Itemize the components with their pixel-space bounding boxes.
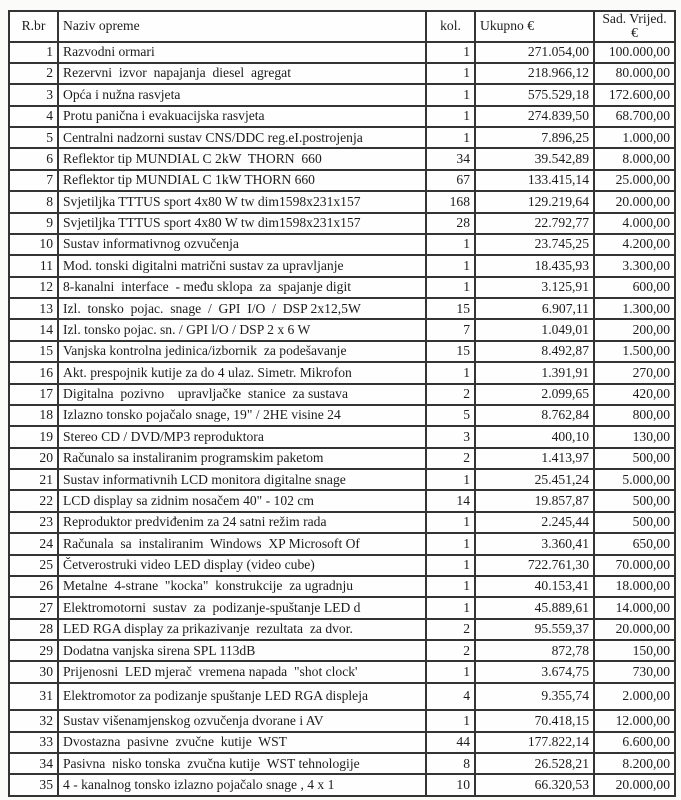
- cell-row-number: 35: [9, 774, 58, 796]
- cell-total-eur: 70.418,15: [475, 710, 594, 731]
- cell-row-number: 19: [9, 426, 58, 447]
- cell-quantity: 1: [426, 255, 475, 276]
- cell-quantity: 5: [426, 405, 475, 426]
- cell-current-value-eur: 1.300,00: [594, 298, 675, 319]
- table-row: [9, 170, 675, 191]
- cell-quantity: 2: [426, 640, 475, 661]
- cell-row-number: 4: [9, 106, 58, 127]
- cell-quantity: 1: [426, 277, 475, 298]
- table-row: [9, 255, 675, 276]
- cell-total-eur: 39.542,89: [475, 148, 594, 169]
- cell-quantity: 1: [426, 234, 475, 255]
- cell-equipment-name: Metalne 4-strane "kocka" konstrukcije za ugradnju: [58, 576, 426, 597]
- table-row: [9, 191, 675, 212]
- table-row: [9, 384, 675, 405]
- table-row: [9, 127, 675, 148]
- cell-equipment-name: Izlazno tonsko pojačalo snage, 19" / 2HE visine 24: [58, 405, 426, 426]
- cell-equipment-name: Prijenosni LED mjerač vremena napada "shot clock': [58, 661, 426, 682]
- cell-total-eur: 2.099,65: [475, 384, 594, 405]
- cell-total-eur: 1.391,91: [475, 362, 594, 383]
- cell-total-eur: 722.761,30: [475, 555, 594, 576]
- cell-equipment-name: Elektromotorni sustav za podizanje-spuštanje LED d: [58, 597, 426, 618]
- table-row: [9, 533, 675, 554]
- cell-total-eur: 2.245,44: [475, 512, 594, 533]
- cell-quantity: 1: [426, 597, 475, 618]
- cell-row-number: 2: [9, 63, 58, 84]
- table-row: [9, 298, 675, 319]
- cell-row-number: 27: [9, 597, 58, 618]
- cell-quantity: 1: [426, 63, 475, 84]
- cell-quantity: 1: [426, 469, 475, 490]
- cell-current-value-eur: 20.000,00: [594, 774, 675, 796]
- cell-quantity: 7: [426, 319, 475, 340]
- table-row: [9, 732, 675, 753]
- cell-current-value-eur: 600,00: [594, 277, 675, 298]
- cell-equipment-name: Elektromotor za podizanje spuštanje LED RGA displeja: [58, 683, 426, 710]
- cell-quantity: 1: [426, 362, 475, 383]
- cell-total-eur: 22.792,77: [475, 213, 594, 234]
- cell-total-eur: 872,78: [475, 640, 594, 661]
- cell-total-eur: 7.896,25: [475, 127, 594, 148]
- cell-total-eur: 129.219,64: [475, 191, 594, 212]
- cell-equipment-name: Računala sa instaliranim Windows XP Microsoft Of: [58, 533, 426, 554]
- cell-total-eur: 271.054,00: [475, 42, 594, 63]
- cell-quantity: 2: [426, 384, 475, 405]
- table-row: [9, 490, 675, 511]
- table-row: [9, 84, 675, 105]
- cell-current-value-eur: 100.000,00: [594, 42, 675, 63]
- table-header-row: [9, 11, 675, 42]
- cell-quantity: 15: [426, 298, 475, 319]
- cell-row-number: 7: [9, 170, 58, 191]
- cell-current-value-eur: 1.500,00: [594, 341, 675, 362]
- cell-current-value-eur: 200,00: [594, 319, 675, 340]
- cell-equipment-name: Izl. tonsko pojac. snage / GPI I/O / DSP 2x12,5W: [58, 298, 426, 319]
- cell-total-eur: 3.674,75: [475, 661, 594, 682]
- table-row: [9, 448, 675, 469]
- cell-total-eur: 1.413,97: [475, 448, 594, 469]
- cell-quantity: 1: [426, 106, 475, 127]
- cell-current-value-eur: 8.200,00: [594, 753, 675, 774]
- equipment-table: [8, 10, 676, 797]
- cell-current-value-eur: 25.000,00: [594, 170, 675, 191]
- cell-row-number: 16: [9, 362, 58, 383]
- cell-row-number: 12: [9, 277, 58, 298]
- cell-current-value-eur: 4.000,00: [594, 213, 675, 234]
- column-header-ukupno: Ukupno €: [475, 11, 594, 42]
- cell-row-number: 30: [9, 661, 58, 682]
- cell-current-value-eur: 420,00: [594, 384, 675, 405]
- cell-row-number: 6: [9, 148, 58, 169]
- cell-current-value-eur: 500,00: [594, 512, 675, 533]
- table-row: [9, 469, 675, 490]
- cell-current-value-eur: 3.300,00: [594, 255, 675, 276]
- cell-equipment-name: 8-kanalni interface - među sklopa za spajanje digit: [58, 277, 426, 298]
- cell-current-value-eur: 500,00: [594, 490, 675, 511]
- cell-current-value-eur: 8.000,00: [594, 148, 675, 169]
- cell-equipment-name: Izl. tonsko pojac. sn. / GPI l/O / DSP 2 x 6 W: [58, 319, 426, 340]
- cell-row-number: 14: [9, 319, 58, 340]
- cell-total-eur: 18.435,93: [475, 255, 594, 276]
- cell-current-value-eur: 70.000,00: [594, 555, 675, 576]
- cell-total-eur: 3.125,91: [475, 277, 594, 298]
- cell-current-value-eur: 80.000,00: [594, 63, 675, 84]
- cell-current-value-eur: 150,00: [594, 640, 675, 661]
- cell-row-number: 34: [9, 753, 58, 774]
- cell-quantity: 1: [426, 127, 475, 148]
- cell-equipment-name: Protu panična i evakuacijska rasvjeta: [58, 106, 426, 127]
- cell-row-number: 17: [9, 384, 58, 405]
- table-row: [9, 362, 675, 383]
- cell-equipment-name: LED RGA display za prikazivanje rezultata za dvor.: [58, 619, 426, 640]
- cell-row-number: 22: [9, 490, 58, 511]
- cell-row-number: 3: [9, 84, 58, 105]
- cell-total-eur: 8.762,84: [475, 405, 594, 426]
- cell-total-eur: 133.415,14: [475, 170, 594, 191]
- table-row: [9, 277, 675, 298]
- cell-row-number: 18: [9, 405, 58, 426]
- cell-total-eur: 23.745,25: [475, 234, 594, 255]
- cell-total-eur: 25.451,24: [475, 469, 594, 490]
- cell-equipment-name: Reproduktor predviđenim za 24 satni režim rada: [58, 512, 426, 533]
- cell-current-value-eur: 800,00: [594, 405, 675, 426]
- cell-row-number: 1: [9, 42, 58, 63]
- cell-quantity: 1: [426, 512, 475, 533]
- cell-equipment-name: Centralni nadzorni sustav CNS/DDC reg.eI.postrojenja: [58, 127, 426, 148]
- cell-quantity: 1: [426, 84, 475, 105]
- cell-row-number: 13: [9, 298, 58, 319]
- cell-total-eur: 8.492,87: [475, 341, 594, 362]
- cell-quantity: 168: [426, 191, 475, 212]
- table-row: [9, 753, 675, 774]
- cell-row-number: 32: [9, 710, 58, 731]
- cell-equipment-name: Opća i nužna rasvjeta: [58, 84, 426, 105]
- cell-equipment-name: Mod. tonski digitalni matrični sustav za upravljanje: [58, 255, 426, 276]
- cell-equipment-name: Sustav višenamjenskog ozvučenja dvorane i AV: [58, 710, 426, 731]
- cell-total-eur: 400,10: [475, 426, 594, 447]
- cell-quantity: 2: [426, 448, 475, 469]
- cell-row-number: 31: [9, 683, 58, 710]
- cell-current-value-eur: 650,00: [594, 533, 675, 554]
- table-row: [9, 63, 675, 84]
- cell-quantity: 3: [426, 426, 475, 447]
- cell-total-eur: 575.529,18: [475, 84, 594, 105]
- column-header-sad: Sad. Vrijed. €: [594, 11, 675, 42]
- cell-equipment-name: Digitalna pozivno upravljačke stanice za sustava: [58, 384, 426, 405]
- cell-equipment-name: Sustav informativnog ozvučenja: [58, 234, 426, 255]
- table-row: [9, 106, 675, 127]
- cell-total-eur: 6.907,11: [475, 298, 594, 319]
- cell-quantity: 28: [426, 213, 475, 234]
- cell-quantity: 1: [426, 533, 475, 554]
- cell-equipment-name: Svjetiljka TTTUS sport 4x80 W tw dim1598x231x157: [58, 213, 426, 234]
- cell-current-value-eur: 20.000,00: [594, 619, 675, 640]
- table-row: [9, 683, 675, 710]
- table-row: [9, 710, 675, 731]
- table-row: [9, 555, 675, 576]
- cell-current-value-eur: 18.000,00: [594, 576, 675, 597]
- cell-row-number: 15: [9, 341, 58, 362]
- cell-quantity: 1: [426, 555, 475, 576]
- cell-current-value-eur: 500,00: [594, 448, 675, 469]
- cell-quantity: 14: [426, 490, 475, 511]
- cell-row-number: 20: [9, 448, 58, 469]
- cell-row-number: 5: [9, 127, 58, 148]
- cell-equipment-name: Dodatna vanjska sirena SPL 113dB: [58, 640, 426, 661]
- table-row: [9, 341, 675, 362]
- cell-row-number: 11: [9, 255, 58, 276]
- table-row: [9, 774, 675, 796]
- cell-equipment-name: 4 - kanalnog tonsko izlazno pojačalo snage , 4 x 1: [58, 774, 426, 796]
- cell-quantity: 1: [426, 576, 475, 597]
- cell-row-number: 24: [9, 533, 58, 554]
- cell-total-eur: 3.360,41: [475, 533, 594, 554]
- table-row: [9, 619, 675, 640]
- table-row: [9, 576, 675, 597]
- table-body: [9, 42, 675, 796]
- cell-quantity: 4: [426, 683, 475, 710]
- cell-row-number: 25: [9, 555, 58, 576]
- cell-current-value-eur: 270,00: [594, 362, 675, 383]
- cell-quantity: 8: [426, 753, 475, 774]
- table-row: [9, 597, 675, 618]
- cell-current-value-eur: 12.000,00: [594, 710, 675, 731]
- cell-total-eur: 40.153,41: [475, 576, 594, 597]
- table-row: [9, 42, 675, 63]
- table-row: [9, 234, 675, 255]
- cell-quantity: 67: [426, 170, 475, 191]
- cell-row-number: 28: [9, 619, 58, 640]
- cell-current-value-eur: 5.000,00: [594, 469, 675, 490]
- cell-current-value-eur: 20.000,00: [594, 191, 675, 212]
- cell-quantity: 44: [426, 732, 475, 753]
- cell-row-number: 10: [9, 234, 58, 255]
- table-row: [9, 426, 675, 447]
- cell-equipment-name: Razvodni ormari: [58, 42, 426, 63]
- cell-equipment-name: Četverostruki video LED display (video cube): [58, 555, 426, 576]
- table-row: [9, 661, 675, 682]
- cell-total-eur: 66.320,53: [475, 774, 594, 796]
- cell-quantity: 2: [426, 619, 475, 640]
- cell-current-value-eur: 1.000,00: [594, 127, 675, 148]
- cell-equipment-name: Svjetiljka TTTUS sport 4x80 W tw dim1598x231x157: [58, 191, 426, 212]
- cell-row-number: 26: [9, 576, 58, 597]
- column-header-kol: kol.: [426, 11, 475, 42]
- table-row: [9, 213, 675, 234]
- column-header-rbr: R.br: [9, 11, 58, 42]
- cell-total-eur: 95.559,37: [475, 619, 594, 640]
- cell-total-eur: 1.049,01: [475, 319, 594, 340]
- table-row: [9, 640, 675, 661]
- cell-row-number: 8: [9, 191, 58, 212]
- cell-equipment-name: Pasivna nisko tonska zvučna kutije WST tehnologije: [58, 753, 426, 774]
- cell-row-number: 9: [9, 213, 58, 234]
- cell-total-eur: 45.889,61: [475, 597, 594, 618]
- cell-quantity: 1: [426, 661, 475, 682]
- cell-equipment-name: Reflektor tip MUNDIAL C 2kW THORN 660: [58, 148, 426, 169]
- cell-current-value-eur: 730,00: [594, 661, 675, 682]
- cell-row-number: 33: [9, 732, 58, 753]
- cell-total-eur: 9.355,74: [475, 683, 594, 710]
- cell-equipment-name: Računalo sa instaliranim programskim paketom: [58, 448, 426, 469]
- cell-row-number: 23: [9, 512, 58, 533]
- cell-equipment-name: Stereo CD / DVD/MP3 reproduktora: [58, 426, 426, 447]
- cell-equipment-name: Sustav informativnih LCD monitora digitalne snage: [58, 469, 426, 490]
- cell-current-value-eur: 130,00: [594, 426, 675, 447]
- cell-equipment-name: Akt. prespojnik kutije za do 4 ulaz. Simetr. Mikrofon: [58, 362, 426, 383]
- cell-total-eur: 26.528,21: [475, 753, 594, 774]
- cell-current-value-eur: 14.000,00: [594, 597, 675, 618]
- column-header-naziv: Naziv opreme: [58, 11, 426, 42]
- cell-total-eur: 274.839,50: [475, 106, 594, 127]
- cell-quantity: 1: [426, 710, 475, 731]
- cell-total-eur: 177.822,14: [475, 732, 594, 753]
- cell-current-value-eur: 6.600,00: [594, 732, 675, 753]
- cell-row-number: 29: [9, 640, 58, 661]
- table-row: [9, 512, 675, 533]
- cell-total-eur: 218.966,12: [475, 63, 594, 84]
- cell-row-number: 21: [9, 469, 58, 490]
- cell-equipment-name: Vanjska kontrolna jedinica/izbornik za podešavanje: [58, 341, 426, 362]
- table-row: [9, 319, 675, 340]
- cell-quantity: 15: [426, 341, 475, 362]
- cell-equipment-name: Dvostazna pasivne zvučne kutije WST: [58, 732, 426, 753]
- cell-quantity: 1: [426, 42, 475, 63]
- cell-current-value-eur: 4.200,00: [594, 234, 675, 255]
- cell-quantity: 34: [426, 148, 475, 169]
- cell-total-eur: 19.857,87: [475, 490, 594, 511]
- table-row: [9, 405, 675, 426]
- cell-equipment-name: Rezervni izvor napajanja diesel agregat: [58, 63, 426, 84]
- cell-equipment-name: LCD display sa zidnim nosačem 40" - 102 cm: [58, 490, 426, 511]
- table-row: [9, 148, 675, 169]
- cell-quantity: 10: [426, 774, 475, 796]
- cell-current-value-eur: 2.000,00: [594, 683, 675, 710]
- cell-current-value-eur: 172.600,00: [594, 84, 675, 105]
- cell-equipment-name: Reflektor tip MUNDIAL C 1kW THORN 660: [58, 170, 426, 191]
- cell-current-value-eur: 68.700,00: [594, 106, 675, 127]
